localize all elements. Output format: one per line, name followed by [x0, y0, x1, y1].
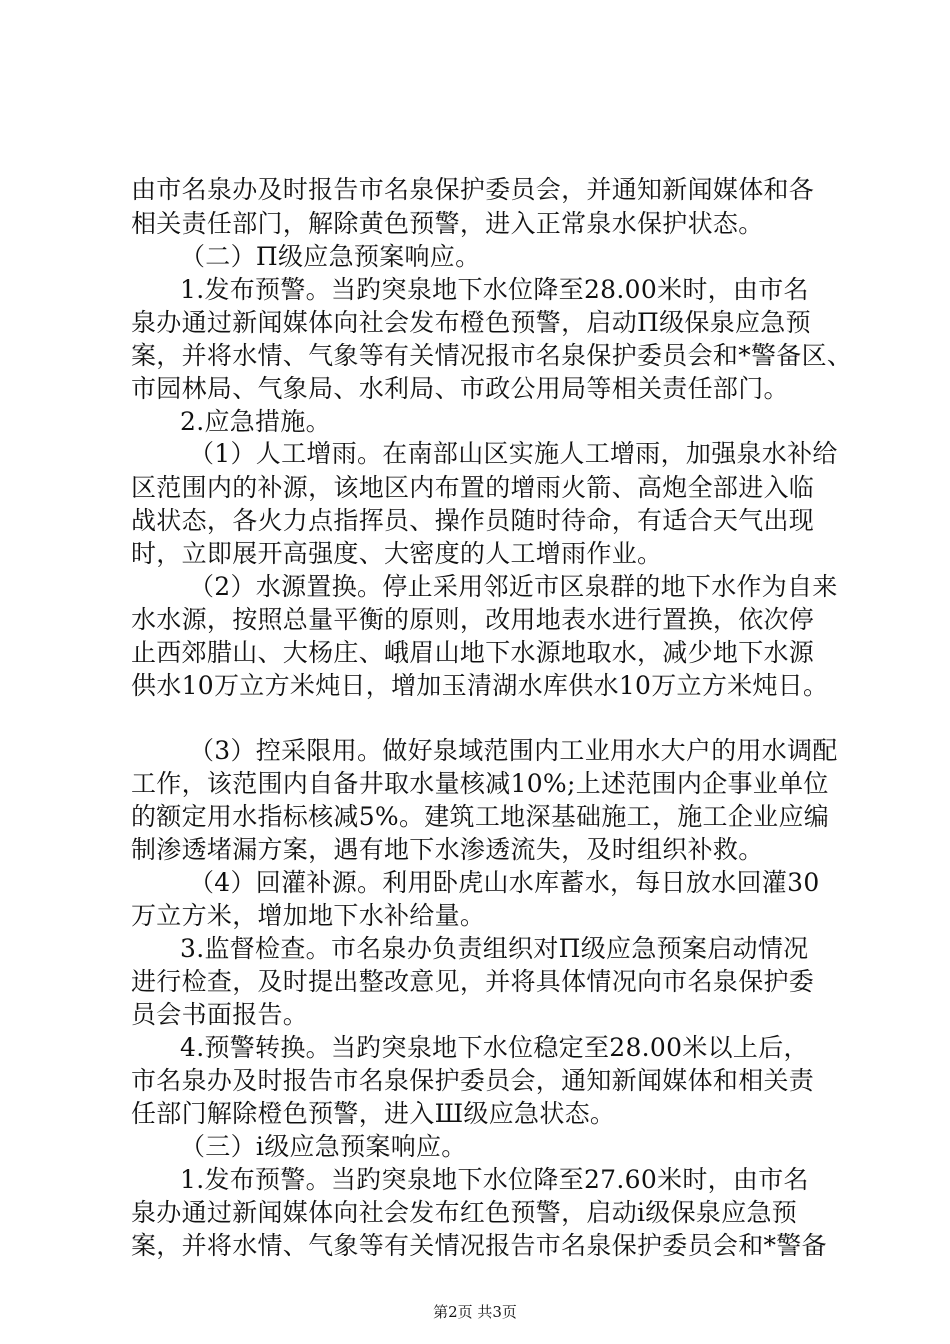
body-line: （4）回灌补源。利用卧虎山水库蓄水，每日放水回灌30	[189, 868, 820, 897]
body-line: 1.发布预警。当趵突泉地下水位降至28.00米时，由市名	[180, 275, 809, 304]
body-line: 4.预警转换。当趵突泉地下水位稳定至28.00米以上后，	[180, 1033, 809, 1062]
body-line: 止西郊腊山、大杨庄、峨眉山地下水源地取水，减少地下水源	[131, 638, 815, 667]
subheading: 2.应急措施。	[180, 407, 331, 436]
body-line: 市名泉办及时报告市名泉保护委员会，通知新闻媒体和相关责	[131, 1066, 815, 1095]
body-line: （1）人工增雨。在南部山区实施人工增雨，加强泉水补给	[189, 439, 838, 468]
body-line: 案，并将水情、气象等有关情况报告市名泉保护委员会和*警备	[131, 1231, 827, 1260]
body-line: 区范围内的补源，该地区内布置的增雨火箭、高炮全部进入临	[131, 473, 815, 502]
section-heading: （三）i级应急预案响应。	[180, 1132, 467, 1161]
body-line: 泉办通过新闻媒体向社会发布红色预警，启动i级保泉应急预	[131, 1198, 798, 1227]
body-line: 由市名泉办及时报告市名泉保护委员会，并通知新闻媒体和各	[131, 175, 815, 204]
body-line: 的额定用水指标核减5%。建筑工地深基础施工，施工企业应编	[131, 802, 830, 831]
body-line: 任部门解除橙色预警，进入Ш级应急状态。	[131, 1099, 616, 1128]
body-line: 水水源，按照总量平衡的原则，改用地表水进行置换，依次停	[131, 605, 815, 634]
body-line: 进行检查，及时提出整改意见，并将具体情况向市名泉保护委	[131, 967, 815, 996]
body-line: 时，立即展开高强度、大密度的人工增雨作业。	[131, 539, 663, 568]
body-line: 相关责任部门，解除黄色预警，进入正常泉水保护状态。	[131, 209, 764, 238]
body-line: 员会书面报告。	[131, 1000, 309, 1029]
body-line: 万立方米，增加地下水补给量。	[131, 901, 486, 930]
body-line: 战状态，各火力点指挥员、操作员随时待命，有适合天气出现	[131, 506, 815, 535]
body-line: （3）控采限用。做好泉域范围内工业用水大户的用水调配	[189, 736, 838, 765]
body-line: 案，并将水情、气象等有关情况报市名泉保护委员会和*警备区、	[131, 341, 853, 370]
body-line: 1.发布预警。当趵突泉地下水位降至27.60米时，由市名	[180, 1165, 809, 1194]
body-line: 泉办通过新闻媒体向社会发布橙色预警，启动Π级保泉应急预	[131, 308, 811, 337]
body-line: 工作，该范围内自备井取水量核减10%;上述范围内企事业单位	[131, 769, 829, 798]
body-line: 供水10万立方米炖日，增加玉清湖水库供水10万立方米炖日。	[131, 671, 829, 700]
body-line: （2）水源置换。停止采用邻近市区泉群的地下水作为自来	[189, 572, 838, 601]
page-footer: 第2页 共3页	[433, 1303, 517, 1321]
body-line: 市园林局、气象局、水利局、市政公用局等相关责任部门。	[131, 374, 789, 403]
body-line: 制渗透堵漏方案，遇有地下水渗透流失，及时组织补救。	[131, 835, 764, 864]
body-line: 3.监督检查。市名泉办负责组织对Π级应急预案启动情况	[180, 934, 809, 963]
section-heading: （二）Π级应急预案响应。	[180, 242, 481, 271]
